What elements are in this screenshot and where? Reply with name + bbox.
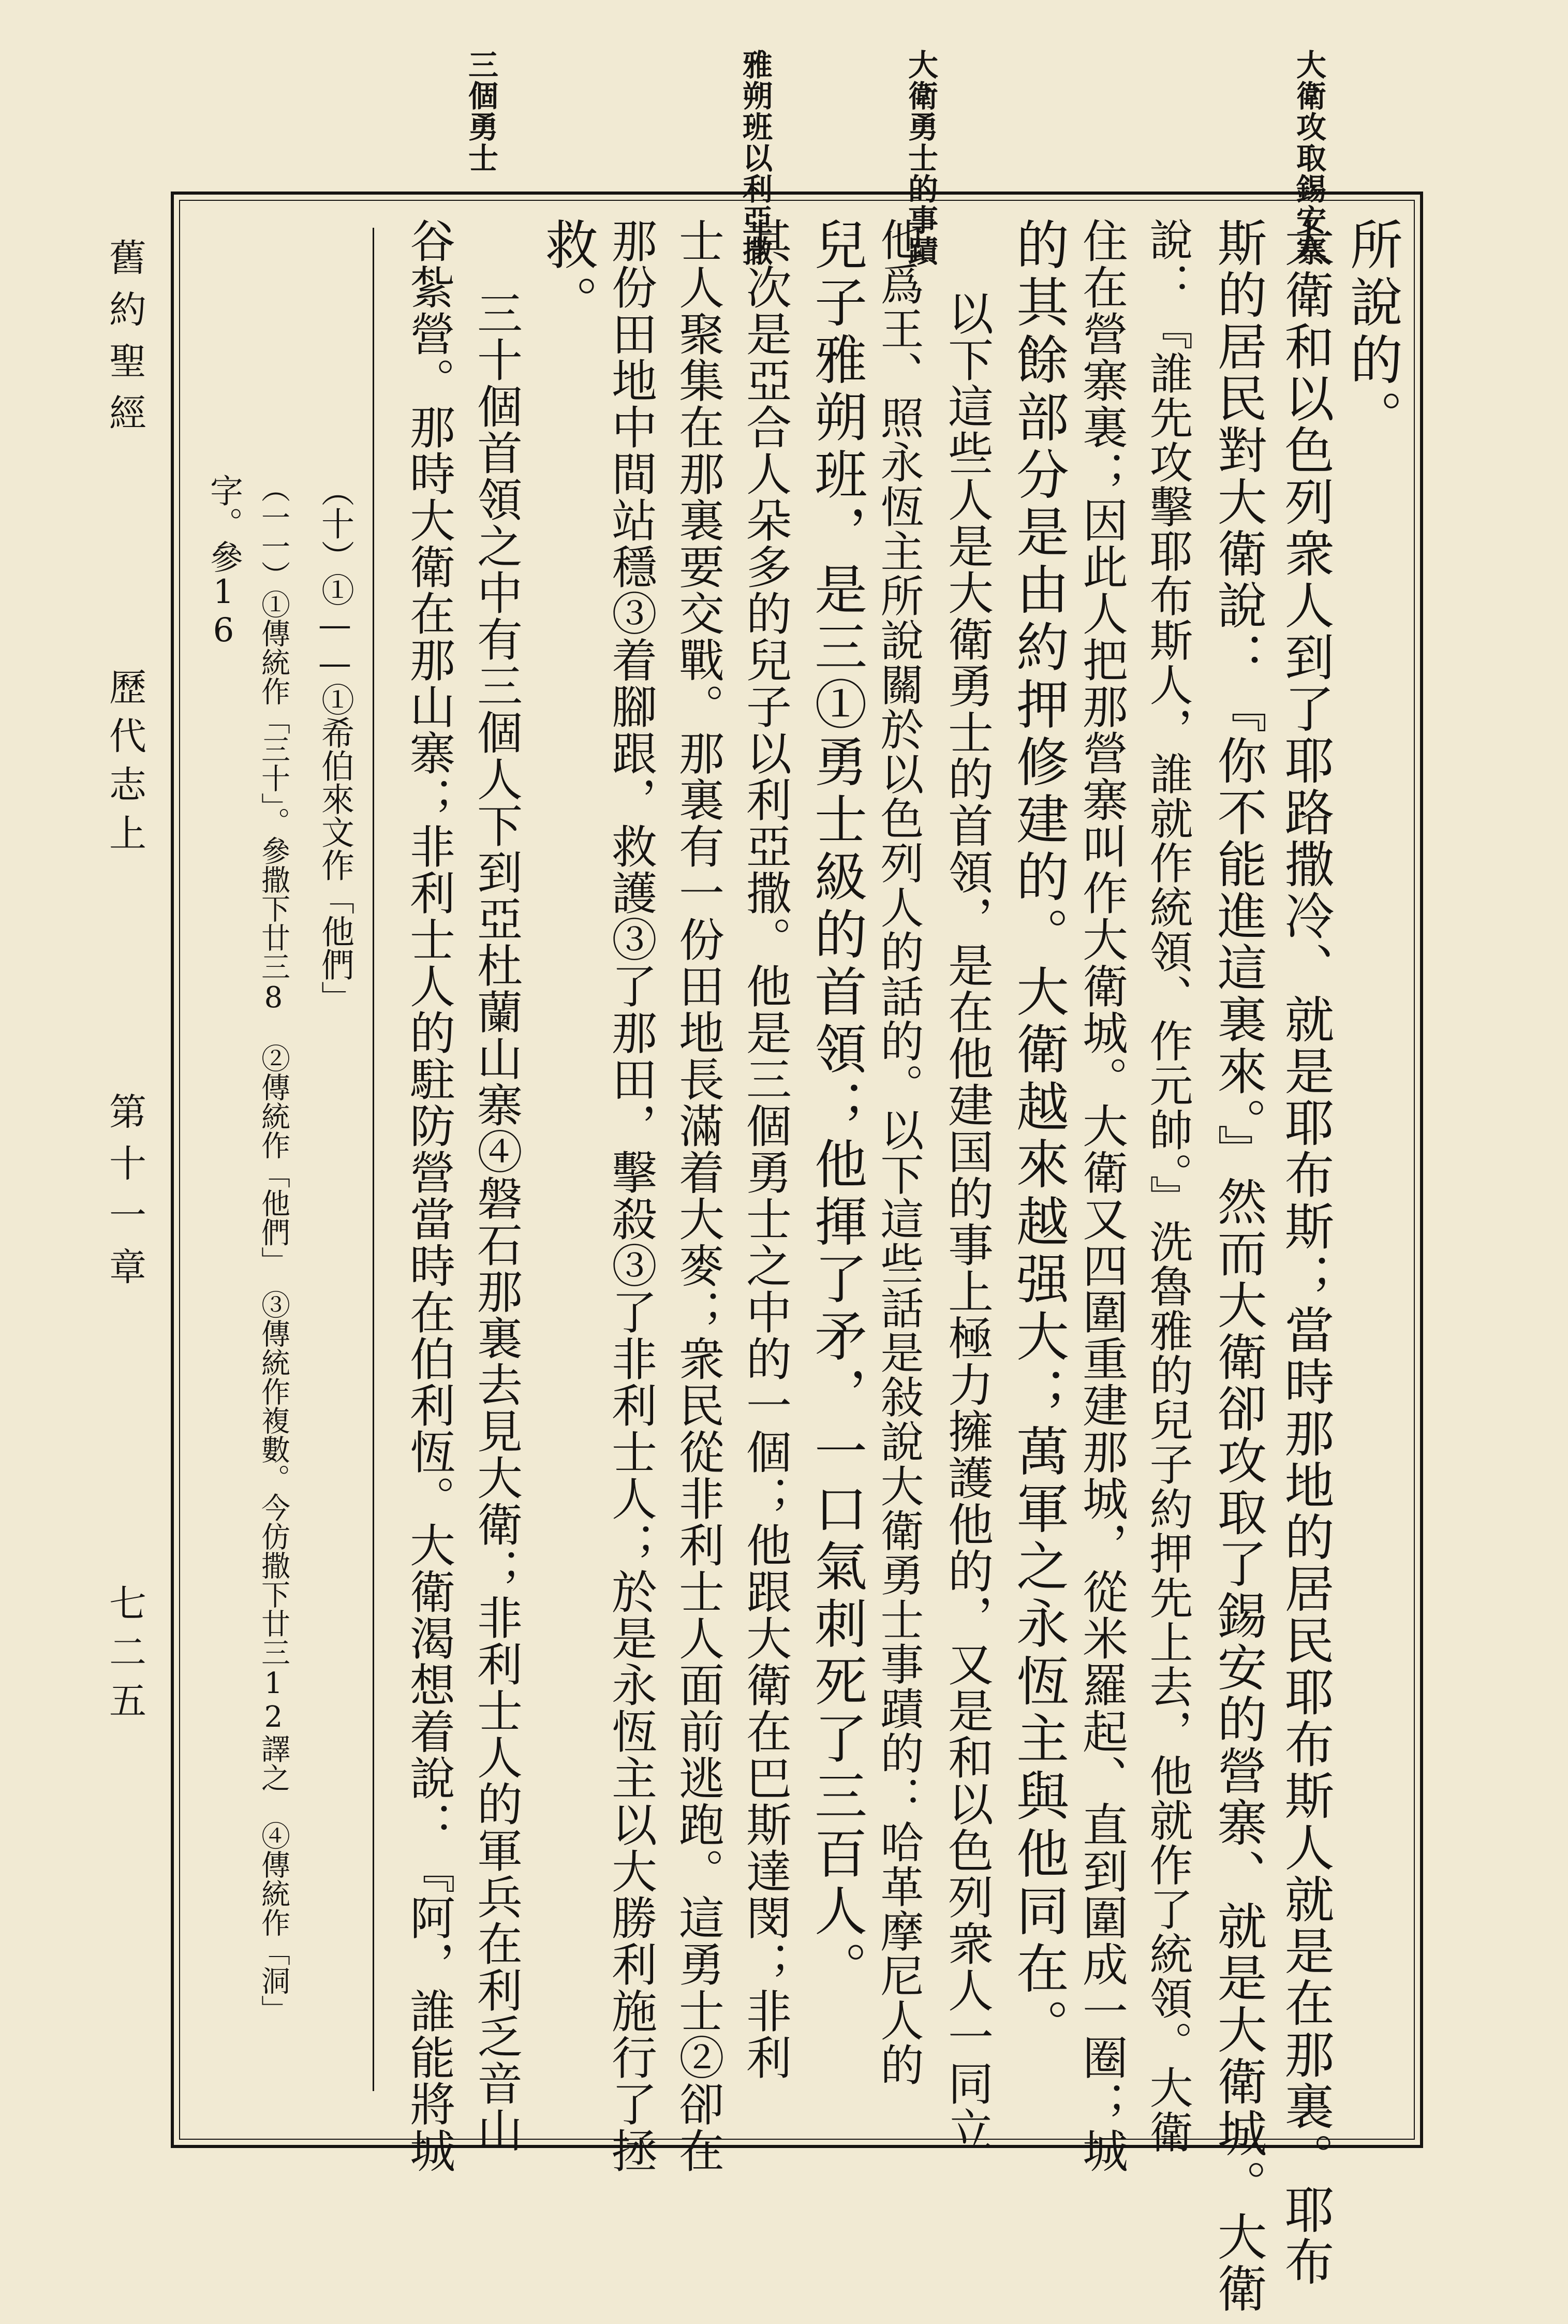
- body-column: 兒子雅朔班，是三①勇士級的首領；他揮了矛，一口氣刺死了三百人。: [806, 217, 867, 1998]
- running-head-book: 舊約聖經: [103, 238, 146, 445]
- body-column: 斯的居民對大衛說：『你不能進這裏來。』然而大衛卻攻取了錫安的營寨、就是大衛城。大衛: [1209, 217, 1267, 2315]
- running-head-chapter: 第十一章: [103, 1092, 146, 1299]
- footnote: 字。參16: [204, 474, 243, 650]
- body-column: 士人聚集在那裏要交戰。那裏有一份田地長滿着大麥；衆民從非利士人面前逃跑。這勇士②卻在: [672, 217, 725, 2174]
- footnote-separator: [373, 228, 374, 2091]
- footnote: （一一）①傳統作「三十」。參撒下廿三8 ②傳統作「他們」 ③傳統作複數。今仿撒下廿三12譯之 ④傳統作「洞」: [257, 474, 290, 2024]
- body-column: 三十個首領之中有三個人下到亞杜蘭山寨④磐石那裏去見大衛；非利士人的軍兵在利乏音山: [470, 290, 523, 2153]
- body-column: 住在營寨裏；因此人把那營寨叫作大衛城。大衛又四圍重建那城，從米羅起、直到圍成一圈；城: [1075, 217, 1129, 2174]
- body-column: 谷紮營。那時大衛在那山寨；非利士人的駐防營當時在伯利恆。大衛渴想着說：『阿，誰能將城: [403, 217, 456, 2174]
- body-column: 他爲王、照永恆主所說關於以色列人的話的。以下這些話是敍說大衛勇士事蹟的：哈革摩尼人的: [874, 217, 924, 2087]
- body-column: 其次是亞合人朵多的兒子以利亞撒。他是三個勇士之中的一個；他跟大衛在巴斯達閔；非利: [739, 217, 792, 2081]
- margin-heading-three-mighty-men: 三個勇士: [463, 49, 498, 173]
- body-column: 說：『誰先攻擊耶布斯人，誰就作統領、作元帥。』洗魯雅的兒子約押先上去，他就作了統領。大衛: [1143, 217, 1193, 2154]
- running-head-section: 歷代志上: [103, 668, 146, 862]
- body-column: 以下這些人是大衛勇士的首領，是在他建国的事上極力擁護他的，又是和以色列衆人一同立: [941, 290, 994, 2153]
- page-number: 七二五: [103, 1584, 146, 1730]
- margin-heading-jashobeam-eleazar: 雅朔班以利亞撒: [737, 49, 773, 267]
- body-column: 救。: [537, 217, 598, 332]
- margin-heading-david-takes-zion: 大衛攻取錫安寨: [1291, 49, 1326, 267]
- body-column: 的其餘部分是由約押修建的。大衛越來越强大；萬軍之永恆主與他同在。: [1008, 217, 1069, 2056]
- body-column: 所說的。: [1341, 217, 1403, 447]
- margin-heading-davids-mighty-men: 大衛勇士的事蹟: [903, 49, 938, 267]
- body-column: 大衛和以色列衆人到了耶路撒冷、就是耶布斯；當時那地的居民耶布斯人就是在那裏。耶布: [1277, 217, 1335, 2288]
- body-column: 那份田地中間站穩③着腳跟，救護③了那田，擊殺③了非利士人；於是永恆主以大勝利施行了拯: [604, 217, 658, 2174]
- footnote: （十）①——①希伯來文作「他們」: [316, 474, 354, 1014]
